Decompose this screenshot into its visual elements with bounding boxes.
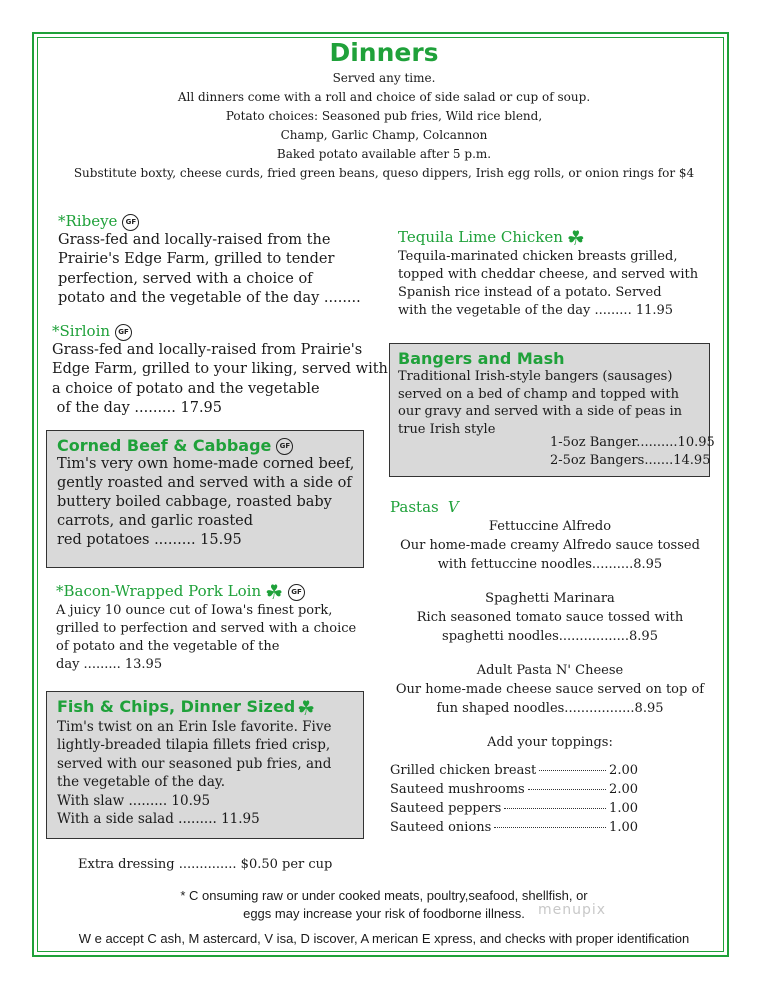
topping-row [390, 818, 638, 837]
item-description-line: Edge Farm, grilled to your liking, served with [52, 361, 388, 377]
intro-line: Potato choices: Seasoned pub fries, Wild rice blend, [225, 109, 543, 123]
topping-row [390, 761, 638, 780]
item-price-line: With slaw ......... 10.95 [57, 792, 211, 809]
food-safety-warning [0, 887, 768, 923]
intro-line: All dinners come with a roll and choice of side salad or cup of soup. [177, 90, 591, 104]
item-description-line: topped with cheddar cheese, and served with [398, 267, 699, 282]
topping-row [390, 799, 638, 818]
item-description-line: Prairie's Edge Farm, grilled to tender [58, 251, 335, 267]
menu-item-bangers-mash [389, 343, 715, 477]
item-description-line: Tim's twist on an Erin Isle favorite. Five [57, 718, 332, 735]
item-description-line: Tim's very own home-made corned beef, [57, 456, 355, 472]
pasta-description-line: Rich seasoned tomato sauce tossed with [416, 610, 684, 625]
item-description-line: potato and the vegetable of the day ........ [58, 290, 361, 306]
item-description-line: carrots, and garlic roasted [57, 513, 254, 529]
menu-item-corned-beef [46, 430, 364, 568]
intro-text [60, 69, 708, 183]
item-description-line: gently roasted and served with a side of [57, 475, 352, 491]
topping-price: 1.00 [609, 820, 638, 835]
item-description-line: the vegetable of the day. [57, 774, 225, 790]
pasta-item [390, 517, 710, 574]
pasta-description-line: with fettuccine noodles..........8.95 [437, 557, 663, 572]
topping-price: 2.00 [609, 763, 638, 778]
pasta-list [390, 517, 710, 752]
menu-item-fish-chips [46, 691, 364, 839]
item-description-line: with the vegetable of the day ......... 11.95 [398, 303, 674, 318]
pastas-heading [390, 497, 459, 516]
gluten-free-icon: GF [122, 214, 139, 231]
topping-name: Grilled chicken breast [390, 763, 537, 778]
item-description-line: of potato and the vegetable of the [56, 639, 280, 654]
pasta-item [390, 589, 710, 646]
gluten-free-icon: GF [276, 438, 293, 455]
menu-item-ribeye [58, 212, 361, 309]
item-description-line: Grass-fed and locally-raised from Prairie's [52, 341, 363, 358]
toppings-list [390, 761, 638, 837]
pasta-description-line: fun shaped noodles.................8.95 [436, 701, 664, 716]
item-price-line: 1-5oz Banger..........10.95 [550, 435, 715, 450]
item-description-line: Traditional Irish-style bangers (sausages) [398, 369, 673, 384]
item-description-line: lightly-breaded tilapia fillets fried crisp, [57, 737, 331, 753]
item-description-line: a choice of potato and the vegetable [52, 380, 320, 397]
gluten-free-icon: GF [288, 584, 305, 601]
warning-line: * C onsuming raw or under cooked meats, poultry,seafood, shellfish, or [180, 888, 588, 903]
intro-line: Substitute boxty, cheese curds, fried green beans, queso dippers, Irish egg rolls, or onion rings for $4 [73, 166, 695, 180]
intro-line: Baked potato available after 5 p.m. [276, 147, 492, 161]
item-description-line: perfection, served with a choice of [58, 270, 313, 287]
menu-item-tequila-lime-chicken [398, 228, 698, 320]
topping-price: 1.00 [609, 801, 638, 816]
item-description-line: buttery boiled cabbage, roasted baby [57, 494, 332, 510]
topping-name: Sauteed mushrooms [390, 782, 525, 797]
pasta-name: Fettuccine Alfredo [488, 519, 612, 534]
item-description-line: served on a bed of champ and topped with [398, 386, 680, 402]
item-title: *Sirloin [52, 322, 111, 340]
warning-line: eggs may increase your risk of foodborne illness. [243, 906, 525, 921]
item-title: *Ribeye [58, 212, 118, 230]
section-title: Pastas [390, 498, 439, 516]
shamrock-icon: ☘ [265, 580, 284, 604]
item-title: Tequila Lime Chicken [398, 228, 563, 246]
item-description-line: our gravy and served with a side of peas in [398, 404, 683, 419]
payment-note: W e accept C ash, M astercard, V isa, D iscover, A merican E xpress, and checks with proper identification [78, 931, 690, 946]
item-description-line: red potatoes ......... 15.95 [57, 532, 242, 548]
vegetarian-icon: V [447, 498, 459, 516]
item-description-line: of the day ......... 17.95 [52, 400, 222, 416]
topping-row [390, 780, 638, 799]
item-description-line: served with our seasoned pub fries, and [57, 755, 332, 772]
pasta-item [390, 661, 710, 718]
pasta-description-line: Our home-made creamy Alfredo sauce tossed [400, 538, 700, 553]
item-description-line: day ......... 13.95 [56, 657, 163, 672]
item-description-line: Tequila-marinated chicken breasts grilled, [398, 249, 678, 264]
menu-item-sirloin [52, 322, 388, 419]
item-description-line: grilled to perfection and served with a choice [56, 621, 357, 636]
watermark: menupix [538, 902, 607, 918]
topping-name: Sauteed onions [390, 820, 492, 835]
item-description-line: Grass-fed and locally-raised from the [58, 231, 331, 248]
shamrock-icon: ☘ [297, 695, 316, 720]
intro-line: Champ, Garlic Champ, Colcannon [280, 128, 488, 142]
gluten-free-icon: GF [115, 324, 132, 341]
shamrock-icon: ☘ [566, 226, 585, 250]
pasta-name: Adult Pasta N' Cheese [476, 663, 624, 678]
pasta-description-line: Our home-made cheese sauce served on top of [395, 682, 705, 697]
pasta-name: Spaghetti Marinara [485, 591, 615, 606]
pasta-description-line: spaghetti noodles.................8.95 [442, 629, 658, 644]
item-title: Bangers and Mash [398, 349, 565, 368]
item-price-line: 2-5oz Bangers.......14.95 [550, 453, 711, 468]
item-title: Corned Beef & Cabbage [57, 436, 272, 455]
item-description-line: Spanish rice instead of a potato. Served [398, 285, 662, 300]
item-description-line: true Irish style [398, 421, 496, 437]
toppings-title: Add your toppings: [487, 735, 613, 750]
topping-price: 2.00 [609, 782, 638, 797]
page-title: Dinners [329, 38, 439, 67]
menu-item-pork-loin [56, 582, 356, 674]
item-price-line: With a side salad ......... 11.95 [57, 811, 260, 827]
item-title: Fish & Chips, Dinner Sized [57, 697, 296, 716]
extra-dressing-note: Extra dressing .............. $0.50 per cup [78, 857, 333, 872]
item-description-line: A juicy 10 ounce cut of Iowa's finest pork, [56, 603, 333, 618]
item-title: *Bacon-Wrapped Pork Loin [56, 582, 262, 600]
topping-name: Sauteed peppers [390, 801, 502, 816]
intro-line: Served any time. [332, 71, 436, 85]
